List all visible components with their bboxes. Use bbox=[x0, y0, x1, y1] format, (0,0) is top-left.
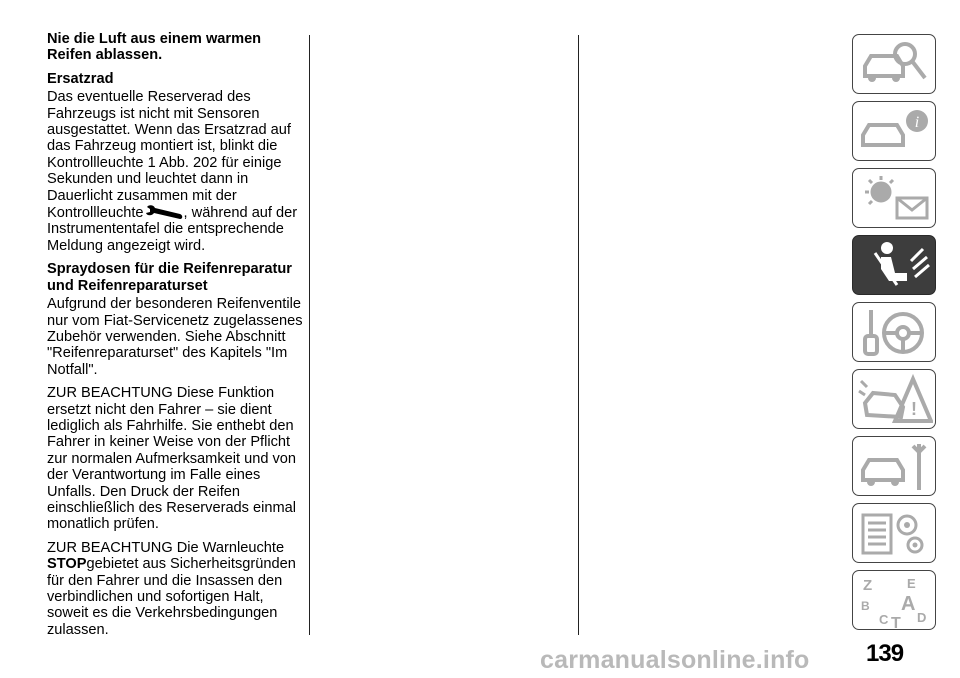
car-magnifier-icon bbox=[857, 38, 933, 92]
column-divider-2 bbox=[578, 35, 579, 635]
index-letter-z: Z bbox=[863, 577, 873, 594]
index-letter-d: D bbox=[917, 610, 927, 625]
index-letter-t: T bbox=[891, 615, 901, 628]
car-info-icon bbox=[857, 105, 933, 159]
key-steering-wheel-icon bbox=[857, 306, 933, 360]
text-column bbox=[47, 31, 303, 645]
wrench-icon bbox=[144, 204, 184, 220]
column-divider-1 bbox=[309, 35, 310, 635]
alphabet-index-icon bbox=[857, 574, 933, 628]
tab-car-crash[interactable] bbox=[852, 369, 936, 429]
spare-wheel-heading: Ersatzrad bbox=[47, 70, 114, 87]
note-2-prefix: ZUR BEACHTUNG Die Warnleuchte bbox=[47, 539, 285, 556]
spray-heading: Spraydosen für die Reifenreparatur und Reifenreparaturset bbox=[47, 261, 292, 294]
svg-text:!: ! bbox=[911, 399, 917, 419]
watermark: carmanualsonline.info bbox=[540, 646, 810, 674]
tab-alphabet-index[interactable] bbox=[852, 570, 936, 630]
car-maintenance-wrench-icon bbox=[857, 440, 933, 494]
spare-wheel-paragraph bbox=[47, 89, 303, 254]
note-2 bbox=[47, 540, 303, 638]
spare-wheel-text-2: , während auf der Instrumententafel die entsprechende Meldung angezeigt wird. bbox=[47, 205, 298, 254]
index-letter-a: A bbox=[901, 593, 916, 615]
tab-warning-lights[interactable] bbox=[852, 168, 936, 228]
tab-car-magnifier[interactable] bbox=[852, 34, 936, 94]
index-letter-e: E bbox=[907, 576, 916, 591]
svg-text:i: i bbox=[914, 114, 920, 131]
warning-title: Nie die Luft aus einem warmen Reifen ablassen. bbox=[47, 31, 262, 64]
spare-wheel-text-1: Das eventuelle Reserverad des Fahrzeugs ist nicht mit Sensoren ausgestattet. Wenn das Ersatzrad auf das Fahrzeug montiert ist, blinkt die Kontrollleuchte 1 Abb. 202 für einige Sekunden und leuchtet dann in Dauerlicht zusammen mit der Kontrollleuchte bbox=[47, 89, 291, 222]
technical-data-gears-icon bbox=[857, 507, 933, 561]
car-crash-warning-icon bbox=[857, 373, 933, 427]
tab-car-info[interactable] bbox=[852, 101, 936, 161]
tab-car-maintenance[interactable] bbox=[852, 436, 936, 496]
note-2-rest: gebietet aus Sicherheitsgründen für den Fahrer und die Insassen den verbindlichen und sofortigen Halt, soweit es die Verkehrsbedingungen zulassen. bbox=[47, 556, 296, 638]
index-letter-c: C bbox=[879, 612, 889, 627]
spray-paragraph: Aufgrund der besonderen Reifenventile nur vom Fiat-Servicenetz zugelassenes Zubehör verwenden. Siehe Abschnitt "Reifenreparaturset" des Kapitels "Im Notfall". bbox=[47, 296, 303, 378]
page-number: 139 bbox=[866, 640, 904, 667]
tab-technical-data[interactable] bbox=[852, 503, 936, 563]
warning-lights-message-icon bbox=[857, 172, 933, 226]
index-letter-b: B bbox=[861, 599, 870, 613]
tab-seat-safety[interactable] bbox=[852, 235, 936, 295]
stop-label: STOP bbox=[47, 556, 87, 573]
tab-key-steering[interactable] bbox=[852, 302, 936, 362]
note-1: ZUR BEACHTUNG Diese Funktion ersetzt nicht den Fahrer – sie dient lediglich als Fahrhilfe. Sie enthebt den Fahrer in keiner Weise von der Pflicht zur normalen Aufmerksamkeit und von der Verantwortung im Falle eines Unfalls. Den Druck der Reifen einschließlich des Reserverads einmal monatlich prüfen. bbox=[47, 385, 297, 533]
seat-safety-airbag-icon bbox=[857, 239, 933, 293]
